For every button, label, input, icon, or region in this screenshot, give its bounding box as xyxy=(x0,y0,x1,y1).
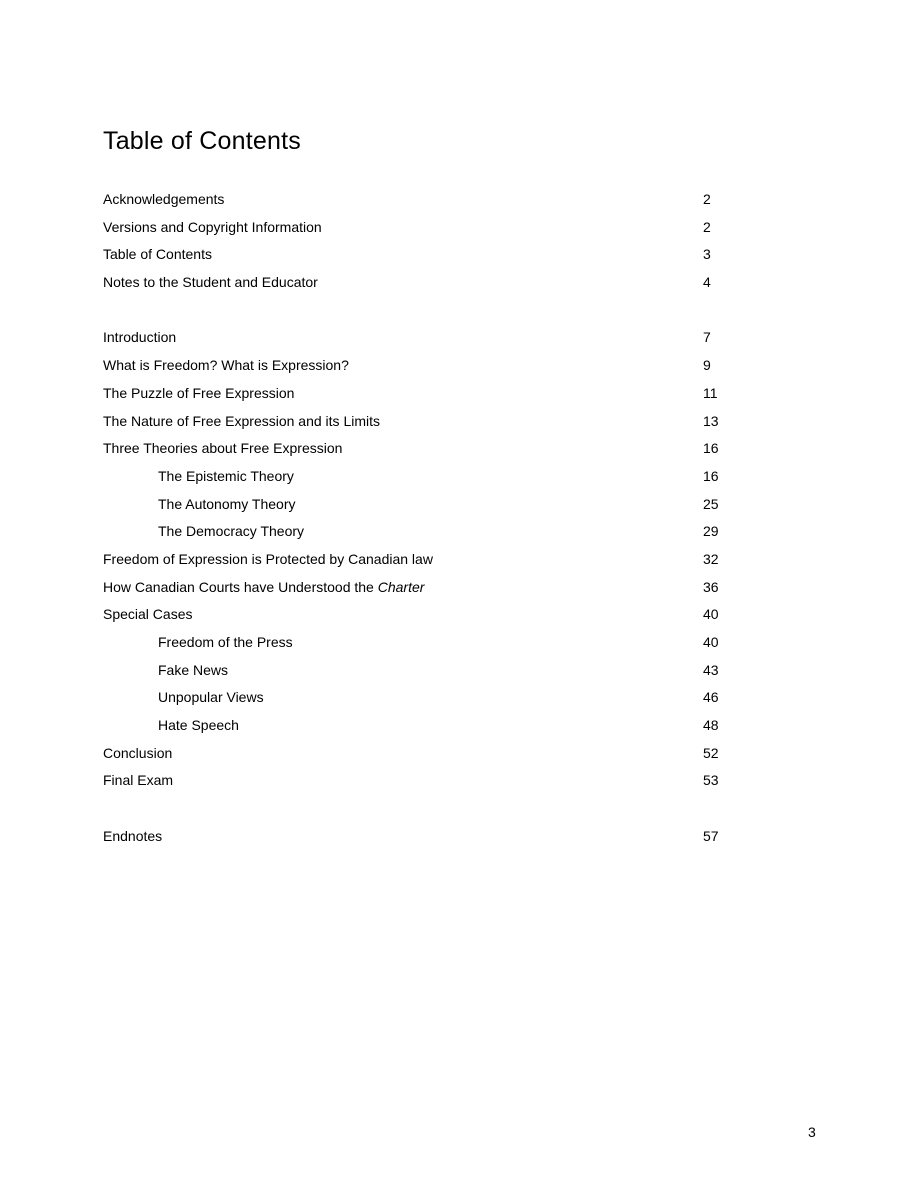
toc-entry-page: 29 xyxy=(703,523,719,540)
toc-entry-page: 46 xyxy=(703,689,719,706)
toc-entry-label: Conclusion xyxy=(103,744,173,761)
toc-entry-page: 36 xyxy=(703,578,719,595)
toc-entry-epistemic-theory[interactable] xyxy=(103,465,743,493)
toc-entry-label: Fake News xyxy=(158,661,229,678)
toc-entry-final-exam[interactable] xyxy=(103,769,743,797)
toc-entry-page: 40 xyxy=(703,634,719,650)
toc-entry-endnotes[interactable] xyxy=(103,825,743,853)
toc-entry-label: Endnotes xyxy=(103,827,163,844)
toc-entry-conclusion[interactable] xyxy=(103,742,743,770)
toc-entry-label: What is Freedom? What is Expression? xyxy=(103,357,349,374)
toc-entry-three-theories[interactable] xyxy=(103,437,743,465)
toc-entry-page: 40 xyxy=(703,606,719,623)
toc-entry-page: 9 xyxy=(703,357,711,374)
toc-entry-page: 57 xyxy=(703,827,719,844)
toc-entry-label: Special Cases xyxy=(103,606,193,623)
toc-entry-label: The Autonomy Theory xyxy=(158,495,296,512)
toc-entry-page: 52 xyxy=(703,744,719,761)
toc-entry-special-cases[interactable] xyxy=(103,603,743,631)
page-number: 3 xyxy=(808,1124,816,1140)
toc-entry-label: Versions and Copyright Information xyxy=(103,218,322,235)
toc-entry-label: Hate Speech xyxy=(158,717,239,734)
toc-entry-page: 16 xyxy=(703,440,719,457)
toc-entry-label: The Epistemic Theory xyxy=(158,467,294,484)
toc-entry-page: 13 xyxy=(703,412,719,429)
toc-entry-page: 11 xyxy=(703,384,718,401)
toc-spacer xyxy=(103,797,743,825)
toc-entry-page: 16 xyxy=(703,467,719,484)
toc-entry-label: Introduction xyxy=(103,329,177,346)
toc-list xyxy=(103,188,743,853)
toc-entry-label: Acknowledgements xyxy=(103,191,225,207)
toc-entry-label xyxy=(103,576,424,598)
toc-entry-introduction[interactable] xyxy=(103,326,743,354)
toc-entry-acknowledgements[interactable] xyxy=(103,188,743,216)
toc-entry-page: 53 xyxy=(703,772,719,789)
page-title: Table of Contents xyxy=(103,127,301,155)
toc-entry-hate-speech[interactable] xyxy=(103,714,743,742)
toc-entry-label: Final Exam xyxy=(103,772,174,789)
toc-entry-freedom-of-press[interactable] xyxy=(103,631,743,659)
toc-entry-page: 32 xyxy=(703,550,719,567)
toc-entry-page: 7 xyxy=(703,329,711,346)
toc-entry-label: The Puzzle of Free Expression xyxy=(103,384,295,401)
toc-entry-page: 4 xyxy=(703,274,711,291)
toc-entry-page: 48 xyxy=(703,717,719,734)
toc-entry-autonomy-theory[interactable] xyxy=(103,493,743,521)
toc-entry-label-italic: Charter xyxy=(377,578,425,595)
toc-entry-notes[interactable] xyxy=(103,271,743,299)
toc-entry-nature-limits[interactable] xyxy=(103,410,743,438)
toc-entry-page: 2 xyxy=(703,218,711,235)
toc-entry-canadian-law[interactable] xyxy=(103,548,743,576)
toc-entry-label: Unpopular Views xyxy=(158,689,264,706)
toc-entry-versions-copyright[interactable] xyxy=(103,216,743,244)
toc-entry-page: 3 xyxy=(703,246,711,263)
toc-entry-label: Freedom of the Press xyxy=(158,634,293,650)
toc-entry-what-is-freedom[interactable] xyxy=(103,354,743,382)
toc-entry-page: 2 xyxy=(703,191,711,207)
toc-entry-unpopular-views[interactable] xyxy=(103,686,743,714)
toc-entry-label: Freedom of Expression is Protected by Canadian law xyxy=(103,550,433,567)
toc-entry-fake-news[interactable] xyxy=(103,659,743,687)
toc-entry-label: Notes to the Student and Educator xyxy=(103,274,318,291)
toc-entry-puzzle[interactable] xyxy=(103,382,743,410)
toc-entry-canadian-courts[interactable] xyxy=(103,576,743,604)
toc-entry-page: 43 xyxy=(703,661,719,678)
toc-entry-table-of-contents[interactable] xyxy=(103,243,743,271)
toc-entry-page: 25 xyxy=(703,495,719,512)
toc-entry-label: Three Theories about Free Expression xyxy=(103,440,343,457)
toc-entry-label: The Democracy Theory xyxy=(158,523,305,540)
toc-entry-democracy-theory[interactable] xyxy=(103,520,743,548)
toc-entry-label: The Nature of Free Expression and its Limits xyxy=(103,412,381,429)
toc-entry-label: Table of Contents xyxy=(103,246,212,263)
toc-spacer xyxy=(103,299,743,327)
toc-entry-label-prefix: How Canadian Courts have Understood the xyxy=(103,578,378,595)
